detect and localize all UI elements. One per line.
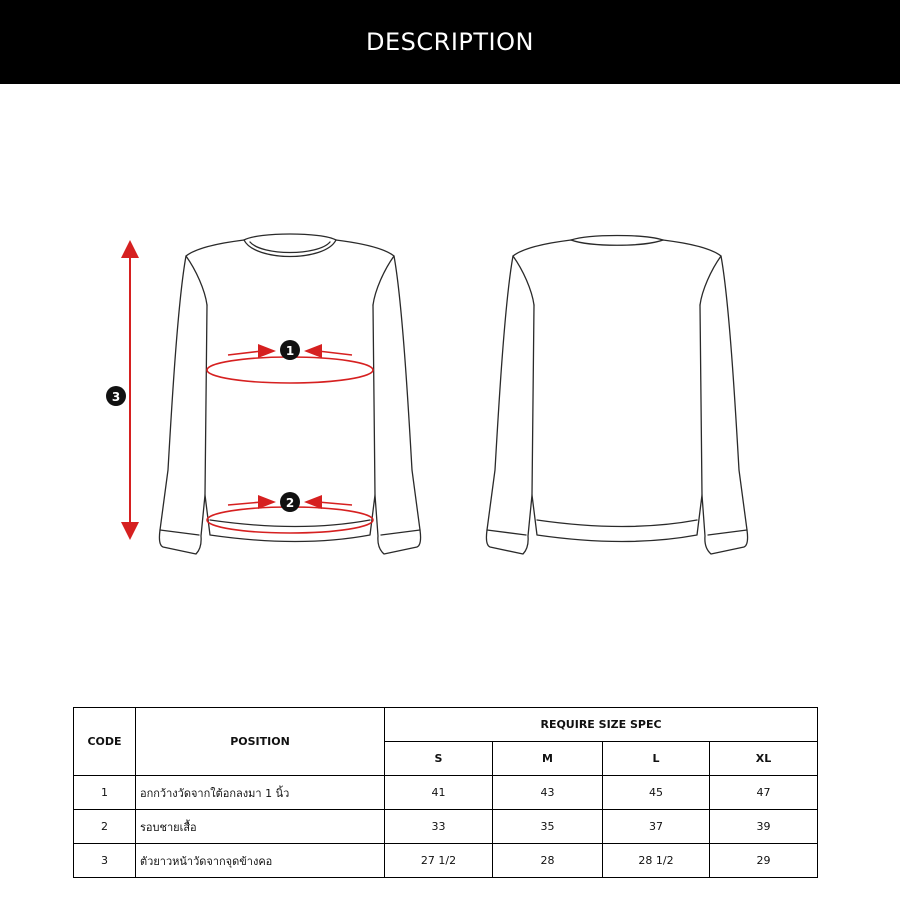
position-header: POSITION xyxy=(136,708,385,776)
svg-text:2: 2 xyxy=(285,496,295,510)
size-header: M xyxy=(493,742,603,776)
marker-1 xyxy=(280,340,300,360)
page-title: DESCRIPTION xyxy=(366,28,534,56)
page-header xyxy=(0,0,900,84)
size-value: 37 xyxy=(603,810,710,844)
svg-text:3: 3 xyxy=(111,390,121,404)
size-header: XL xyxy=(710,742,818,776)
row-code: 3 xyxy=(74,844,136,878)
size-value: 29 xyxy=(710,844,818,878)
size-value: 27 1/2 xyxy=(385,844,493,878)
size-header: L xyxy=(603,742,710,776)
sweatshirt-back xyxy=(486,236,747,555)
size-spec-table xyxy=(73,707,818,878)
sweatshirt-illustration xyxy=(0,84,900,684)
row-code: 2 xyxy=(74,810,136,844)
marker-3 xyxy=(106,386,126,406)
size-value: 43 xyxy=(493,776,603,810)
table-row xyxy=(74,844,818,878)
size-value: 47 xyxy=(710,776,818,810)
size-header: S xyxy=(385,742,493,776)
marker-2 xyxy=(280,492,300,512)
row-position: ตัวยาวหน้าวัดจากจุดข้างคอ xyxy=(136,844,385,878)
size-value: 28 1/2 xyxy=(603,844,710,878)
spec-header: REQUIRE SIZE SPEC xyxy=(385,708,818,742)
table-row xyxy=(74,776,818,810)
row-position: รอบชายเสื้อ xyxy=(136,810,385,844)
svg-text:1: 1 xyxy=(285,344,295,358)
size-value: 28 xyxy=(493,844,603,878)
size-value: 39 xyxy=(710,810,818,844)
size-value: 33 xyxy=(385,810,493,844)
code-header: CODE xyxy=(74,708,136,776)
size-value: 45 xyxy=(603,776,710,810)
table-row xyxy=(74,810,818,844)
size-value: 41 xyxy=(385,776,493,810)
row-position: อกกว้างวัดจากใต้อกลงมา 1 นิ้ว xyxy=(136,776,385,810)
size-value: 35 xyxy=(493,810,603,844)
row-code: 1 xyxy=(74,776,136,810)
